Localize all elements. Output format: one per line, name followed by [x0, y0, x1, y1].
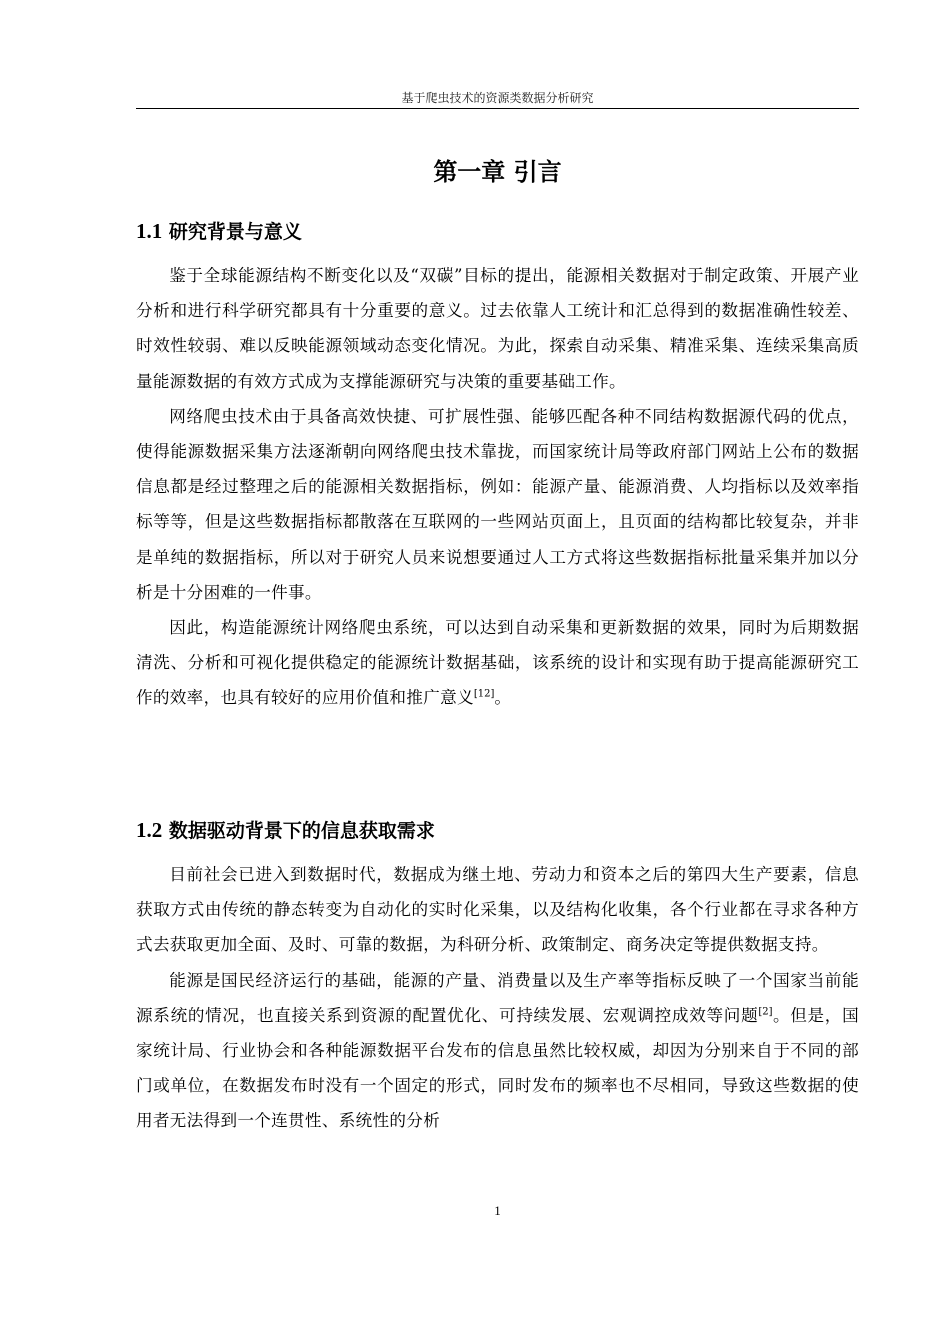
paragraph: 网络爬虫技术由于具备高效快捷、可扩展性强、能够匹配各种不同结构数据源代码的优点，使得能源数据采集方法逐渐朝向网络爬虫技术靠拢，而国家统计局等政府部门网站上公布的数据信息都是经过整理之后的能源相关数据指标，例如：能源产量、能源消费、人均指标以及效率指标等等，但是这些数据指标都散落在互联网的一些网站页面上，且页面的结构都比较复杂，并非是单纯的数据指标，所以对于研究人员来说想要通过人工方式将这些数据指标批量采集并加以分析是十分困难的一件事。	[136, 406, 859, 602]
section-1-1-body	[136, 258, 859, 716]
section-number: 1.2	[136, 818, 163, 842]
running-header	[136, 90, 859, 109]
section-1-2-body	[136, 857, 859, 1139]
section-heading-1-1	[136, 216, 859, 247]
paragraph: 能源是国民经济运行的基础，能源的产量、消费量以及生产率等指标反映了一个国家当前能源系统的情况，也直接关系到资源的配置优化、可持续发展、宏观调控成效等问题[2]。但是，国家统计局、行业协会和各种能源数据平台发布的信息虽然比较权威，却因为分别来自于不同的部门或单位，在数据发布时没有一个固定的形式，同时发布的频率也不尽相同，导致这些数据的使用者无法得到一个连贯性、系统性的分析	[136, 970, 859, 1131]
section-title: 数据驱动背景下的信息获取需求	[168, 820, 435, 842]
page-number: 1	[494, 1203, 501, 1218]
paragraph: 因此，构造能源统计网络爬虫系统，可以达到自动采集和更新数据的效果，同时为后期数据清洗、分析和可视化提供稳定的能源统计数据基础，该系统的设计和实现有助于提高能源研究工作的效率，也具有较好的应用价值和推广意义[12]。	[136, 618, 859, 708]
chapter-title: 第一章 引言	[433, 158, 562, 186]
paragraph: 目前社会已进入到数据时代，数据成为继土地、劳动力和资本之后的第四大生产要素，信息获取方式由传统的静态转变为自动化的实时化采集，以及结构化收集，各个行业都在寻求各种方式去获取更加全面、及时、可靠的数据，为科研分析、政策制定、商务决定等提供数据支持。	[136, 865, 859, 955]
citation-marker: [12]	[473, 688, 495, 700]
running-header-title: 基于爬虫技术的资源类数据分析研究	[401, 91, 594, 105]
section-heading-1-2	[136, 815, 859, 846]
citation-marker: [2]	[758, 1006, 773, 1018]
paragraph: 鉴于全球能源结构不断变化以及“双碳”目标的提出，能源相关数据对于制定政策、开展产业分析和进行科学研究都具有十分重要的意义。过去依靠人工统计和汇总得到的数据准确性较差、时效性较弱、难以反映能源领域动态变化情况。为此，探索自动采集、精准采集、连续采集高质量能源数据的有效方式成为支撑能源研究与决策的重要基础工作。	[136, 266, 859, 391]
section-number: 1.1	[136, 219, 163, 243]
section-title: 研究背景与意义	[168, 221, 302, 243]
